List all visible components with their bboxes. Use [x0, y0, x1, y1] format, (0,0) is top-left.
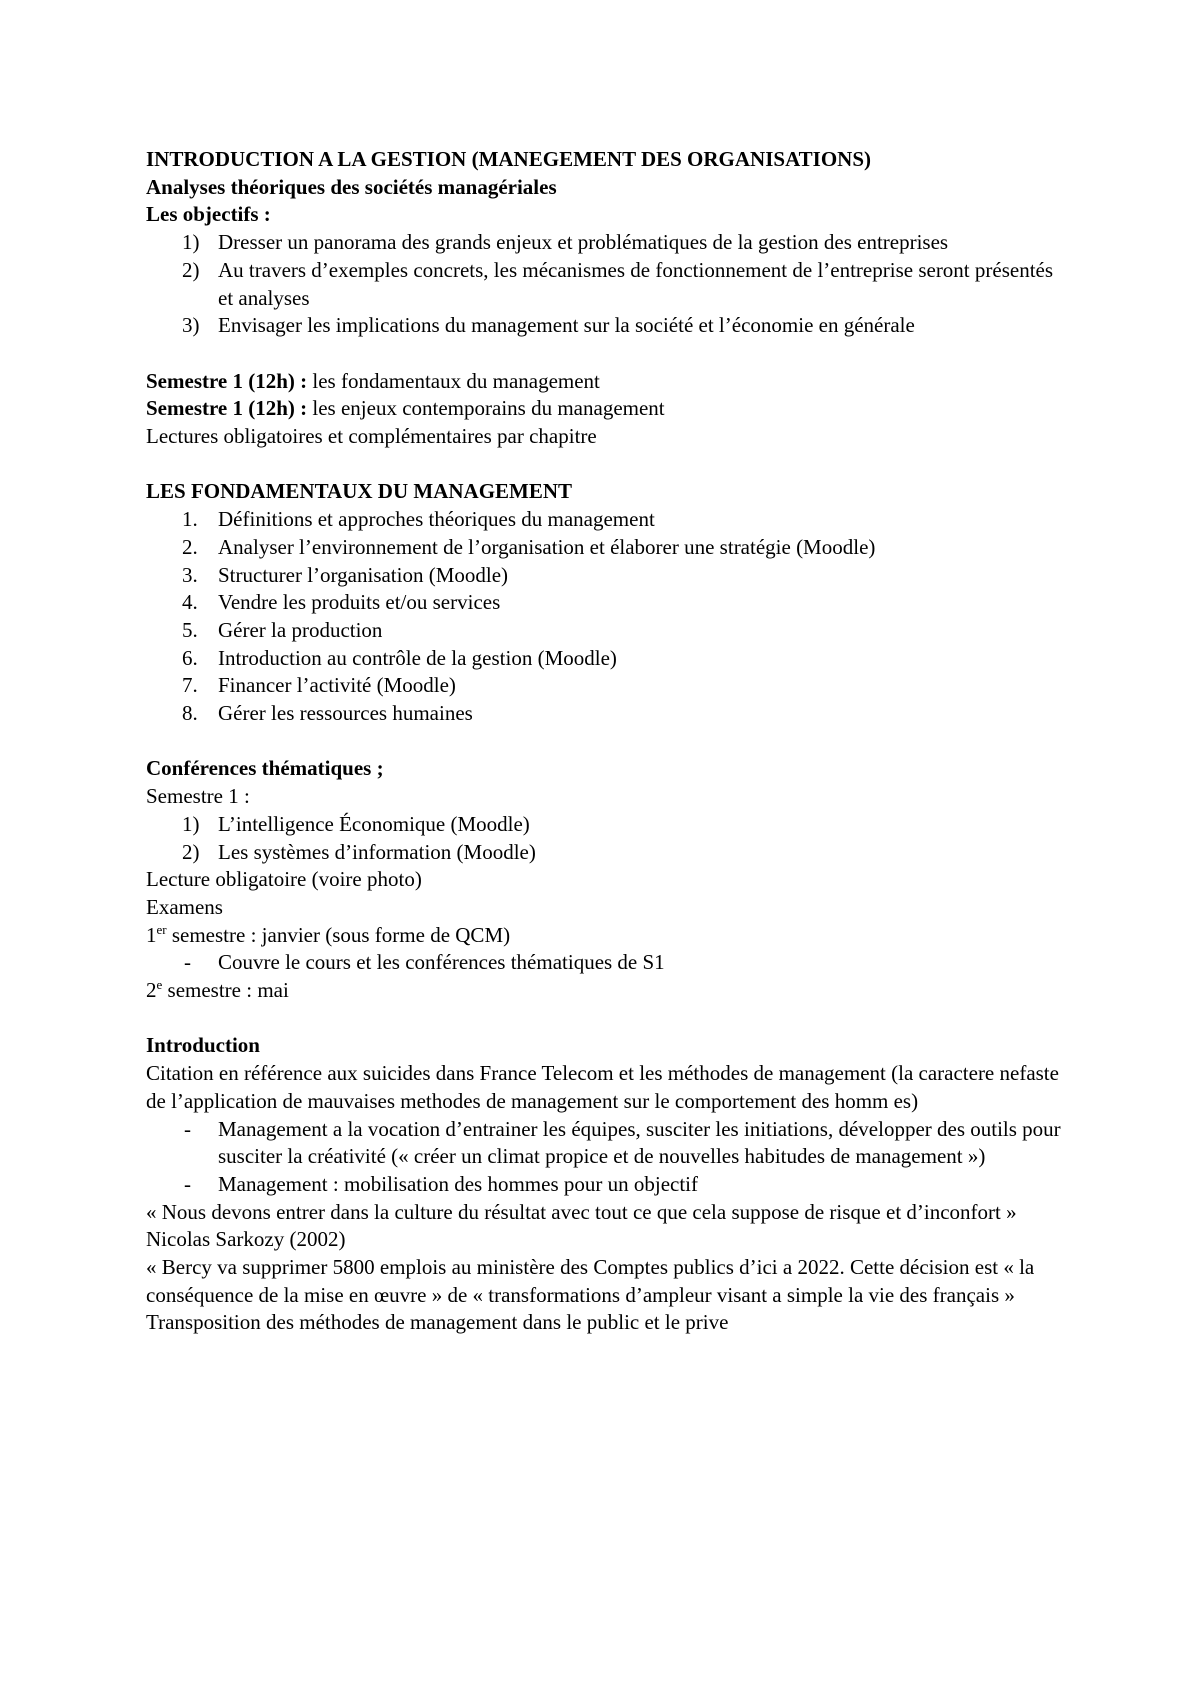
item-number: 2): [182, 839, 200, 864]
item-number: 1.: [182, 507, 198, 532]
semester-label: Semestre 1 (12h) :: [146, 396, 308, 421]
semester-text: les enjeux contemporains du management: [307, 396, 665, 421]
readings-line: Lectures obligatoires et complémentaires par chapitre: [146, 424, 597, 449]
item-text: Définitions et approches théoriques du management: [218, 507, 655, 532]
fundamentals-list: [146, 506, 1066, 728]
lecture-line: Lecture obligatoire (voire photo): [146, 867, 422, 892]
fundamentals-item: [146, 562, 1066, 590]
objective-item: [146, 312, 1066, 340]
objectives-label: Les objectifs :: [146, 202, 271, 227]
bullet-dash: -: [184, 1116, 191, 1141]
item-number: 7.: [182, 673, 198, 698]
item-number: 3.: [182, 562, 198, 587]
introduction-heading: Introduction: [146, 1033, 260, 1058]
objective-text: Au travers d’exemples concrets, les mécanismes de fonctionnement de l’entreprise seront présentés et analyses: [218, 257, 1054, 310]
conference-item: [146, 811, 1066, 839]
conferences-semester: Semestre 1 :: [146, 784, 250, 809]
exam-detail-text: Couvre le cours et les conférences thématiques de S1: [218, 950, 665, 975]
bullet-text: Management : mobilisation des hommes pour un objectif: [218, 1171, 698, 1196]
objective-item: [146, 257, 1066, 312]
bullet-item: [146, 1171, 1066, 1199]
document-subtitle: Analyses théoriques des sociétés managériales: [146, 174, 557, 199]
objective-text: Dresser un panorama des grands enjeux et problématiques de la gestion des entreprises: [218, 230, 949, 255]
fundamentals-item: [146, 645, 1066, 673]
bullet-item: [146, 1116, 1066, 1171]
exam-number: 2: [146, 978, 157, 1003]
fundamentals-item: [146, 617, 1066, 645]
item-text: Analyser l’environnement de l’organisation et élaborer une stratégie (Moodle): [218, 534, 876, 559]
quote-sarkozy: « Nous devons entrer dans la culture du résultat avec tout ce que cela suppose de risque et d’inconfort » Nicolas Sarkozy (2002): [146, 1199, 1017, 1252]
fundamentals-item: [146, 506, 1066, 534]
exam-semester-2: [146, 977, 1066, 1005]
item-number: 2.: [182, 534, 198, 559]
item-text: Gérer la production: [218, 617, 383, 642]
item-text: L’intelligence Économique (Moodle): [218, 811, 530, 836]
item-text: Financer l’activité (Moodle): [218, 673, 456, 698]
item-text: Introduction au contrôle de la gestion (Moodle): [218, 645, 617, 670]
objective-item: [146, 229, 1066, 257]
closing-line: Transposition des méthodes de management dans le public et le prive: [146, 1310, 729, 1335]
bullet-text: Management a la vocation d’entrainer les équipes, susciter les initiations, développer des outils pour susciter la créativité (« créer un climat propice et de nouvelles habitudes de management »): [218, 1116, 1061, 1169]
item-number: 8.: [182, 701, 198, 726]
item-number: 6.: [182, 645, 198, 670]
exam-ordinal: er: [156, 921, 167, 937]
objective-number: 2): [182, 257, 200, 282]
semester-text: les fondamentaux du management: [307, 368, 600, 393]
conference-item: [146, 839, 1066, 867]
exams-label: Examens: [146, 894, 223, 919]
document-body: [146, 146, 1066, 1337]
document-title: INTRODUCTION A LA GESTION (MANEGEMENT DES ORGANISATIONS): [146, 147, 872, 171]
item-number: 5.: [182, 617, 198, 642]
item-text: Gérer les ressources humaines: [218, 701, 473, 726]
fundamentals-heading: LES FONDAMENTAUX DU MANAGEMENT: [146, 479, 573, 504]
quote-bercy: « Bercy va supprimer 5800 emplois au ministère des Comptes publics d’ici a 2022. Cette décision est « la conséquence de la mise en œuvre » de « transformations d’ampleur visant a simple la vie des français »: [146, 1255, 1035, 1307]
fundamentals-item: [146, 700, 1066, 728]
objective-number: 1): [182, 230, 200, 255]
objectives-list: [146, 229, 1066, 340]
semester-label: Semestre 1 (12h) :: [146, 368, 308, 393]
spacer: [146, 340, 1066, 368]
exam-text: semestre : janvier (sous forme de QCM): [166, 922, 511, 947]
semester-line: [146, 395, 1066, 423]
exam-detail: [146, 949, 1066, 977]
exam-semester-1: [146, 922, 1066, 950]
fundamentals-item: [146, 672, 1066, 700]
exam-text: semestre : mai: [162, 978, 289, 1003]
fundamentals-item: [146, 534, 1066, 562]
item-number: 4.: [182, 590, 198, 615]
spacer: [146, 1005, 1066, 1033]
objective-number: 3): [182, 313, 200, 338]
conferences-heading: Conférences thématiques ;: [146, 756, 384, 781]
objective-text: Envisager les implications du management sur la société et l’économie en générale: [218, 313, 915, 338]
fundamentals-item: [146, 589, 1066, 617]
item-text: Structurer l’organisation (Moodle): [218, 562, 509, 587]
spacer: [146, 451, 1066, 479]
bullet-dash: -: [184, 1171, 191, 1196]
item-text: Les systèmes d’information (Moodle): [218, 839, 536, 864]
exam-number: 1: [146, 922, 157, 947]
conferences-list: [146, 811, 1066, 866]
bullet-dash: -: [184, 950, 191, 975]
introduction-citation: Citation en référence aux suicides dans France Telecom et les méthodes de management (la caractere nefaste de l’application de mauvaises methodes de management sur le comportement des homm es): [146, 1061, 1059, 1113]
item-number: 1): [182, 811, 200, 836]
item-text: Vendre les produits et/ou services: [218, 590, 501, 615]
exam-ordinal: e: [156, 977, 163, 993]
semester-line: [146, 368, 1066, 396]
spacer: [146, 728, 1066, 756]
introduction-bullets: [146, 1116, 1066, 1199]
